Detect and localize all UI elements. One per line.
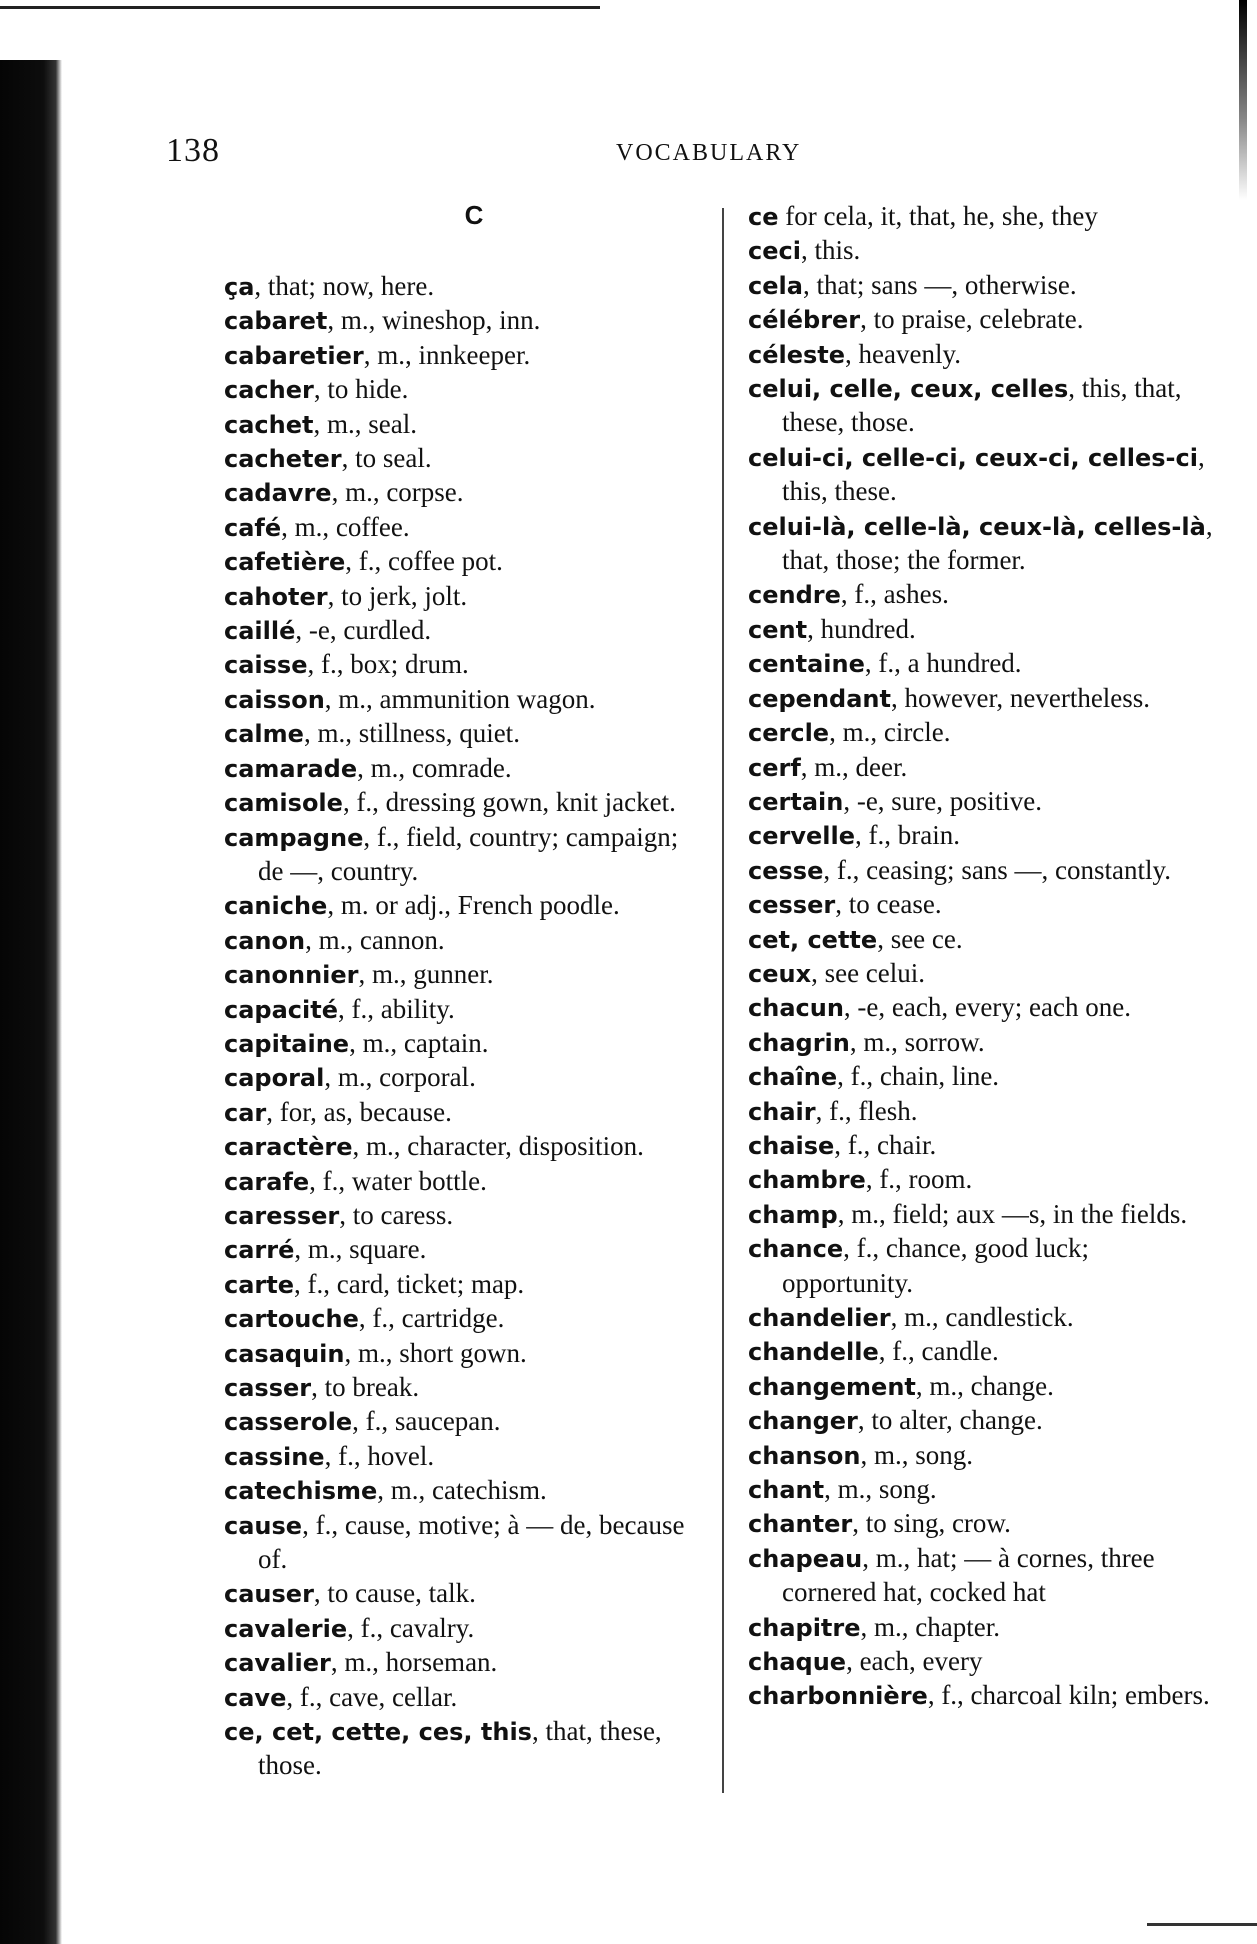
headword: casser <box>224 1374 312 1402</box>
left-column <box>224 200 704 1784</box>
headword: cesser <box>748 891 836 920</box>
headword: changement <box>748 1372 916 1401</box>
vocabulary-entry <box>224 1061 704 1095</box>
definition: , m., field; aux —s, in the fields. <box>837 1198 1188 1229</box>
right-entry-list <box>748 200 1226 1714</box>
vocabulary-entry <box>224 1405 704 1439</box>
right-column <box>748 200 1226 1714</box>
vocabulary-entry <box>748 716 1226 750</box>
definition: , that, those; the former. <box>782 510 1213 576</box>
vocabulary-entry <box>748 1679 1226 1713</box>
vocabulary-entry <box>224 476 704 510</box>
definition: , f., ability. <box>338 993 455 1024</box>
vocabulary-entry <box>224 786 704 820</box>
headword: caniche <box>224 892 328 921</box>
definition: , however, nevertheless. <box>890 682 1151 713</box>
vocabulary-entry <box>224 1371 704 1405</box>
vocabulary-entry <box>224 304 704 338</box>
definition: , m., character, disposition. <box>352 1131 644 1162</box>
vocabulary-entry <box>748 234 1226 268</box>
headword: chambre <box>748 1166 866 1195</box>
definition: , f., cavalry. <box>347 1612 475 1643</box>
vocabulary-entry <box>748 1301 1226 1335</box>
vocabulary-entry <box>748 1611 1226 1645</box>
vocabulary-entry <box>748 1439 1226 1473</box>
headword: cartouche <box>224 1305 359 1334</box>
headword: cave <box>224 1683 287 1712</box>
headword: changer <box>748 1407 858 1436</box>
headword: celui-ci, celle-ci, ceux-ci, celles-ci <box>748 443 1198 472</box>
vocabulary-entry <box>748 923 1226 957</box>
definition: , to hide. <box>313 374 409 405</box>
headword: café <box>224 513 282 542</box>
scan-right-edge <box>1239 0 1247 200</box>
headword: célébrer <box>748 306 861 335</box>
vocabulary-entry <box>224 270 704 304</box>
vocabulary-entry <box>224 1027 704 1061</box>
vocabulary-entry <box>224 1096 704 1130</box>
vocabulary-entry <box>748 1335 1226 1369</box>
definition: , to alter, change. <box>857 1405 1043 1436</box>
definition: , f., box; drum. <box>307 649 469 680</box>
vocabulary-entry <box>748 819 1226 853</box>
definition: , to break. <box>311 1372 420 1402</box>
definition: , to sing, crow. <box>852 1508 1011 1539</box>
definition: , f., ceasing; sans —, constantly. <box>823 854 1172 885</box>
definition: , that, these, those. <box>258 1716 662 1781</box>
vocabulary-entry <box>748 785 1226 819</box>
headword: chandelle <box>748 1338 879 1367</box>
vocabulary-entry <box>224 889 704 923</box>
vocabulary-entry <box>748 1129 1226 1163</box>
definition: , f., dressing gown, knit jacket. <box>342 787 676 818</box>
vocabulary-entry <box>748 510 1226 579</box>
vocabulary-entry <box>224 648 704 682</box>
vocabulary-entry <box>748 888 1226 922</box>
headword: chapitre <box>748 1613 861 1642</box>
vocabulary-entry <box>748 1198 1226 1232</box>
definition: , f., cause, motive; à — de, because of. <box>258 1509 685 1575</box>
headword: cercle <box>748 719 830 748</box>
headword: caresser <box>224 1201 340 1230</box>
vocabulary-entry <box>224 717 704 751</box>
left-entry-list <box>224 270 704 1784</box>
vocabulary-entry <box>748 1507 1226 1541</box>
vocabulary-entry <box>224 958 704 992</box>
definition: , to praise, celebrate. <box>860 304 1084 335</box>
headword: ça <box>224 273 255 301</box>
vocabulary-entry <box>224 1646 704 1680</box>
headword: campagne <box>224 823 364 852</box>
headword: cent <box>748 615 808 644</box>
vocabulary-entry <box>748 854 1226 888</box>
vocabulary-entry <box>748 372 1226 441</box>
definition: , to caress. <box>339 1199 454 1230</box>
definition: , see celui. <box>811 957 926 988</box>
vocabulary-entry <box>748 303 1226 337</box>
definition: , m., gunner. <box>358 959 494 990</box>
headword: chant <box>748 1476 825 1505</box>
vocabulary-entry <box>748 682 1226 716</box>
definition: , m., song. <box>860 1439 973 1470</box>
vocabulary-entry <box>224 1509 704 1578</box>
headword: ce, cet, cette, ces, this <box>224 1718 532 1747</box>
definition: , f., charcoal kiln; embers. <box>927 1680 1210 1711</box>
definition: , m., ammunition wagon. <box>324 683 596 714</box>
scan-page-edge <box>0 60 62 1944</box>
definition: , f., water bottle. <box>309 1165 487 1196</box>
vocabulary-entry <box>224 1577 704 1611</box>
vocabulary-entry <box>748 1060 1226 1094</box>
vocabulary-entry <box>224 1474 704 1508</box>
vocabulary-entry <box>224 821 704 890</box>
definition: , m., horseman. <box>330 1647 498 1678</box>
headword: causer <box>224 1580 314 1609</box>
headword: chaise <box>748 1131 835 1160</box>
vocabulary-entry <box>224 1268 704 1302</box>
definition: , see ce. <box>877 923 963 954</box>
vocabulary-entry <box>224 373 704 407</box>
headword: chaîne <box>748 1063 838 1092</box>
headword: carafe <box>224 1167 310 1196</box>
vocabulary-entry <box>748 1542 1226 1611</box>
vocabulary-entry <box>224 1612 704 1646</box>
definition: , that; sans —, otherwise. <box>802 269 1077 300</box>
headword: cabaretier <box>224 341 364 370</box>
page-number: 138 <box>166 132 220 169</box>
headword: chagrin <box>748 1028 850 1057</box>
vocabulary-entry <box>224 442 704 476</box>
top-scan-rule <box>0 6 600 9</box>
vocabulary-entry <box>224 511 704 545</box>
headword: casaquin <box>224 1339 345 1368</box>
headword: cassine <box>224 1442 325 1471</box>
definition: , f., chain, line. <box>837 1061 1000 1092</box>
headword: chanson <box>748 1441 861 1470</box>
vocabulary-entry <box>224 1715 704 1784</box>
definition: , that; now, here. <box>254 271 435 301</box>
headword: cavalier <box>224 1649 331 1678</box>
definition: , m., square. <box>294 1234 427 1265</box>
vocabulary-entry <box>224 545 704 579</box>
headword: ce <box>748 203 779 231</box>
headword: chair <box>748 1097 816 1126</box>
definition: , f., flesh. <box>815 1095 918 1126</box>
vocabulary-entry <box>748 1404 1226 1438</box>
definition: , hundred. <box>807 613 916 644</box>
definition: , m., coffee. <box>281 511 410 542</box>
headword: caractère <box>224 1133 353 1162</box>
vocabulary-entry <box>224 1199 704 1233</box>
vocabulary-entry <box>224 614 704 648</box>
headword: celui-là, celle-là, ceux-là, celles-là <box>748 512 1206 541</box>
headword: ceci <box>748 237 801 266</box>
headword: capitaine <box>224 1029 350 1058</box>
definition: , m., short gown. <box>344 1337 527 1368</box>
headword: chaque <box>748 1648 847 1677</box>
scan-bottom-rule <box>1147 1923 1257 1926</box>
vocabulary-entry <box>224 1233 704 1267</box>
definition: , m., cannon. <box>305 924 445 955</box>
definition: , m., comrade. <box>357 752 512 783</box>
vocabulary-entry <box>748 338 1226 372</box>
headword: canon <box>224 926 306 955</box>
headword: cadavre <box>224 479 332 508</box>
headword: caporal <box>224 1064 325 1093</box>
headword: canonnier <box>224 961 359 990</box>
headword: chandelier <box>748 1304 891 1332</box>
definition: , m., change. <box>915 1370 1054 1401</box>
vocabulary-entry <box>748 647 1226 681</box>
headword: cervelle <box>748 822 855 851</box>
vocabulary-entry <box>748 751 1226 785</box>
vocabulary-entry <box>748 1232 1226 1301</box>
vocabulary-entry <box>748 1473 1226 1507</box>
definition: , -e, curdled. <box>295 615 432 646</box>
definition: , m., innkeeper. <box>363 339 531 370</box>
definition: , m., candlestick. <box>890 1302 1074 1332</box>
definition: , -e, each, every; each one. <box>843 992 1131 1023</box>
headword: centaine <box>748 650 865 679</box>
definition: , heavenly. <box>845 338 961 369</box>
headword: certain <box>748 787 844 816</box>
headword: car <box>224 1098 267 1127</box>
vocabulary-entry <box>224 993 704 1027</box>
running-head: VOCABULARY <box>616 140 802 166</box>
headword: cependant <box>748 684 891 713</box>
definition: , f., ashes. <box>840 579 949 610</box>
vocabulary-entry <box>748 991 1226 1025</box>
definition: , to cause, talk. <box>313 1578 476 1609</box>
definition: , m., wineshop, inn. <box>327 305 541 336</box>
column-divider <box>722 208 724 1793</box>
vocabulary-entry <box>748 578 1226 612</box>
vocabulary-entry <box>224 1337 704 1371</box>
vocabulary-entry <box>224 1165 704 1199</box>
headword: cacher <box>224 376 314 405</box>
definition: , f., chair. <box>834 1129 937 1160</box>
vocabulary-entry <box>224 924 704 958</box>
vocabulary-entry <box>224 1440 704 1474</box>
headword: casserole <box>224 1408 353 1437</box>
vocabulary-entry <box>748 1645 1226 1679</box>
definition: , to seal. <box>341 443 432 474</box>
definition: , f., brain. <box>855 820 960 851</box>
vocabulary-entry <box>748 1095 1226 1129</box>
vocabulary-entry <box>748 200 1226 234</box>
headword: carte <box>224 1270 295 1299</box>
headword: catechisme <box>224 1477 378 1506</box>
vocabulary-entry <box>748 1163 1226 1197</box>
definition: , this, that, these, those. <box>782 373 1182 438</box>
vocabulary-entry <box>224 1130 704 1164</box>
definition: , m., chapter. <box>860 1611 1000 1642</box>
definition: , -e, sure, positive. <box>843 785 1043 816</box>
vocabulary-entry <box>748 957 1226 991</box>
definition: for cela, it, that, he, she, they <box>778 201 1098 231</box>
headword: cet, cette <box>748 925 878 954</box>
definition: , m., corpse. <box>331 477 464 508</box>
definition: , f., candle. <box>878 1336 999 1367</box>
definition: , f., cave, cellar. <box>286 1681 458 1712</box>
headword: cela <box>748 271 803 300</box>
headword: cause <box>224 1511 303 1540</box>
definition: , each, every <box>846 1646 983 1677</box>
headword: champ <box>748 1200 838 1229</box>
definition: , m., corporal. <box>324 1062 476 1093</box>
section-letter: C <box>464 200 484 230</box>
definition: , f., card, ticket; map. <box>294 1268 525 1299</box>
headword: caisse <box>224 651 308 680</box>
headword: cahoter <box>224 582 328 611</box>
definition: , f., field, country; campaign; de —, country. <box>258 821 679 886</box>
vocabulary-entry <box>748 1370 1226 1404</box>
headword: chacun <box>748 994 844 1023</box>
definition: , for, as, because. <box>266 1096 452 1127</box>
headword: celui, celle, ceux, celles <box>748 375 1069 404</box>
headword: chance <box>748 1235 844 1264</box>
vocabulary-entry <box>748 269 1226 303</box>
vocabulary-entry <box>224 580 704 614</box>
definition: , f., hovel. <box>324 1440 435 1471</box>
vocabulary-entry <box>748 441 1226 510</box>
vocabulary-entry <box>224 1302 704 1336</box>
definition: , m., seal. <box>313 408 417 439</box>
definition: , m., sorrow. <box>849 1026 985 1057</box>
vocabulary-entry <box>224 339 704 373</box>
headword: carré <box>224 1236 295 1265</box>
vocabulary-entry <box>224 408 704 442</box>
headword: cafetière <box>224 548 346 577</box>
definition: , m., deer. <box>800 751 908 782</box>
headword: céleste <box>748 340 846 369</box>
headword: caisson <box>224 685 325 714</box>
vocabulary-entry <box>748 613 1226 647</box>
definition: , m., hat; — à cornes, three cornered hat, cocked hat <box>782 1542 1155 1608</box>
definition: , f., room. <box>865 1164 973 1195</box>
definition: , to jerk, jolt. <box>327 580 468 611</box>
headword: chapeau <box>748 1544 863 1573</box>
vocabulary-entry <box>224 683 704 717</box>
definition: , m. or adj., French poodle. <box>327 890 620 921</box>
definition: , f., a hundred. <box>864 648 1022 679</box>
headword: cesse <box>748 856 824 885</box>
definition: , f., cartridge. <box>358 1303 505 1334</box>
definition: , m., stillness, quiet. <box>303 718 520 749</box>
definition: , f., saucepan. <box>352 1406 501 1437</box>
definition: , this. <box>800 235 861 266</box>
headword: cerf <box>748 753 801 782</box>
headword: charbonnière <box>748 1682 928 1711</box>
vocabulary-entry <box>224 1681 704 1715</box>
headword: caillé <box>224 617 296 646</box>
vocabulary-entry <box>748 1026 1226 1060</box>
headword: camarade <box>224 754 358 783</box>
definition: , m., circle. <box>829 717 951 748</box>
headword: chanter <box>748 1510 853 1539</box>
headword: ceux <box>748 959 812 988</box>
headword: calme <box>224 720 304 749</box>
headword: cachet <box>224 410 314 439</box>
vocabulary-entry <box>224 752 704 786</box>
headword: capacité <box>224 995 338 1024</box>
definition: , m., song. <box>824 1474 937 1505</box>
headword: cacheter <box>224 445 342 474</box>
definition: , this, these. <box>782 441 1205 507</box>
page-header <box>166 132 1236 172</box>
headword: cabaret <box>224 307 328 336</box>
definition: , f., coffee pot. <box>345 546 503 577</box>
definition: , f., chance, good luck; opportunity. <box>782 1233 1090 1298</box>
headword: cendre <box>748 581 841 610</box>
definition: , m., captain. <box>349 1027 489 1058</box>
headword: camisole <box>224 789 343 818</box>
headword: cavalerie <box>224 1614 348 1643</box>
definition: , m., catechism. <box>377 1475 547 1506</box>
definition: , to cease. <box>835 889 942 920</box>
